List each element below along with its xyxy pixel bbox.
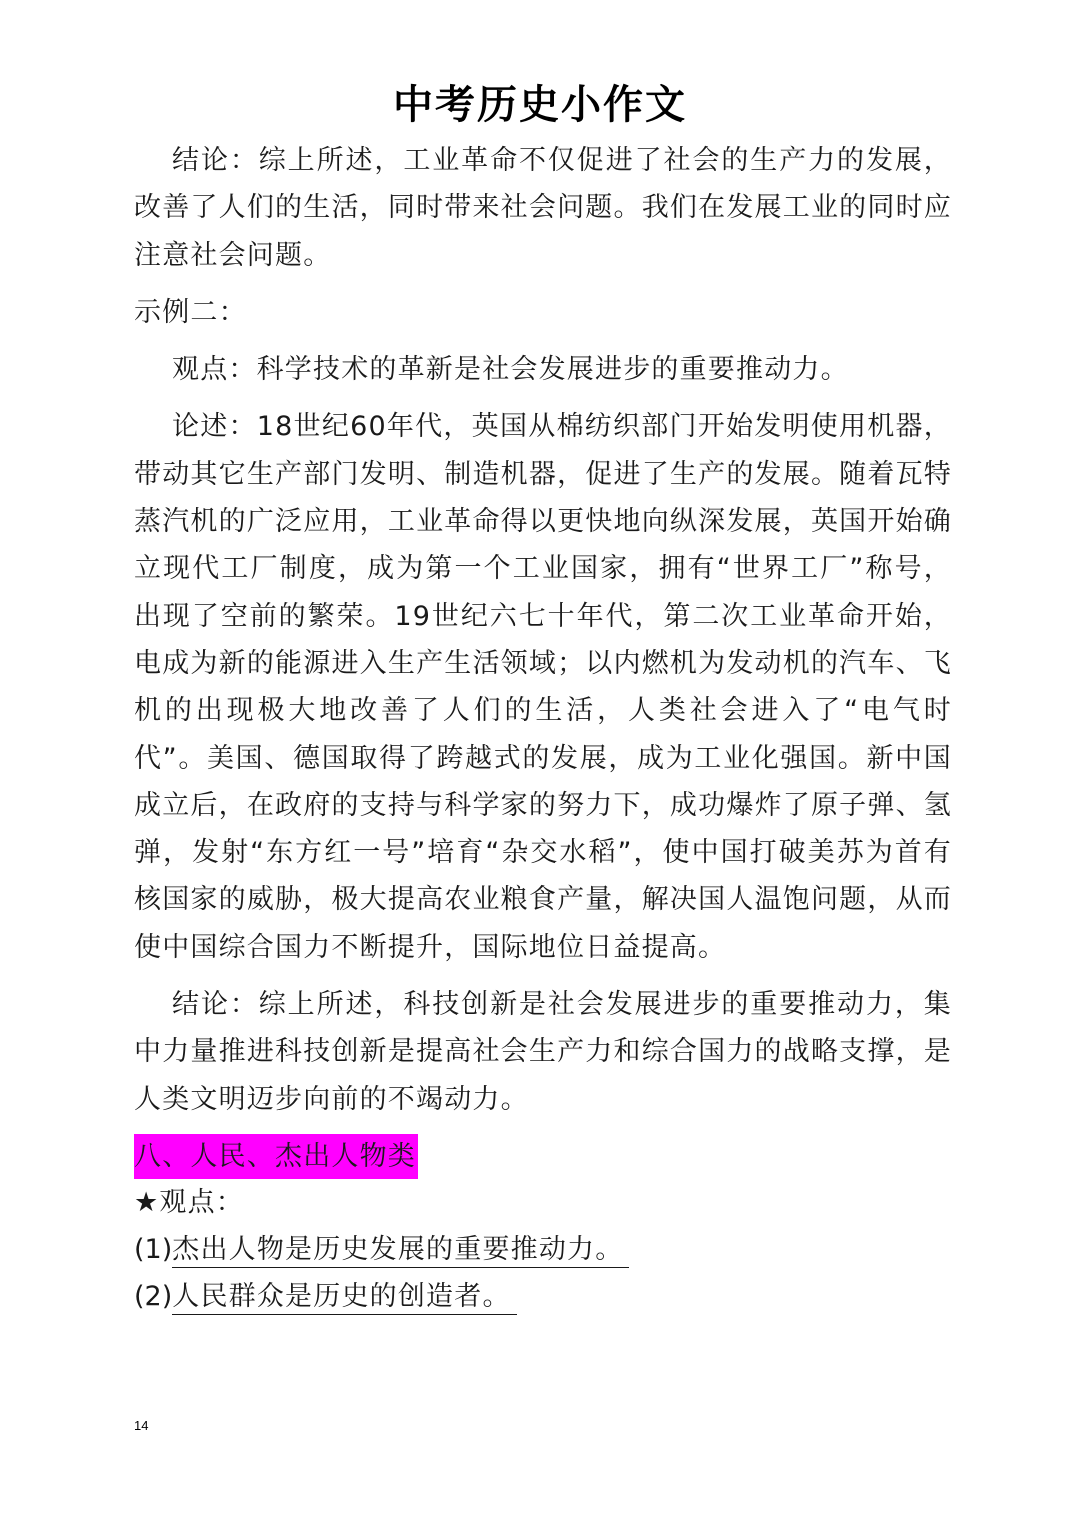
argument-paragraph: 论述：18世纪60年代，英国从棉纺织部门开始发明使用机器，带动其它生产部门发明、制造机器，促进了生产的发展。随着瓦特蒸汽机的广泛应用，工业革命得以更快地向纵深发展，英国开始确立现代工厂制度，成为第一个工业国家，拥有“世界工厂”称号，出现了空前的繁荣。19世纪六七十年代，第二次工业革命开始，电成为新的能源进入生产生活领域；以内燃机为发动机的汽车、飞机的出现极大地改善了人们的生活，人类社会进入了“电气时代”。美国、德国取得了跨越式的发展，成为工业化强国。新中国成立后，在政府的支持与科学家的努力下，成功爆炸了原子弹、氢弹，发射“东方红一号”培育“杂交水稻”，使中国打破美苏为首有核国家的威胁，极大提高农业粮食产量，解决国人温饱问题，从而使中国综合国力不断提升，国际地位日益提高。 bbox=[134, 411, 952, 963]
page-title: 中考历史小作文 bbox=[393, 81, 687, 128]
conclusion-paragraph-1: 结论：综上所述，工业革命不仅促进了社会的生产力的发展，改善了人们的生活，同时带来社会问题。我们在发展工业的同时应注意社会问题。 bbox=[134, 145, 952, 271]
point-text: 杰出人物是历史发展的重要推动力。 bbox=[172, 1233, 629, 1268]
page-number: 14 bbox=[134, 1418, 149, 1433]
point-item-2 bbox=[134, 1273, 952, 1320]
point-item-1 bbox=[134, 1226, 952, 1273]
points-label: ★观点： bbox=[134, 1186, 245, 1218]
point-number: (1) bbox=[134, 1233, 173, 1265]
content-body bbox=[134, 137, 952, 1320]
example-label: 示例二： bbox=[134, 296, 247, 328]
viewpoint-paragraph: 观点：科学技术的革新是社会发展进步的重要推动力。 bbox=[172, 354, 849, 386]
point-number: (2) bbox=[134, 1280, 173, 1312]
conclusion-paragraph-2: 结论：综上所述，科技创新是社会发展进步的重要推动力，集中力量推进科技创新是提高社会生产力和综合国力的战略支撑，是人类文明迈步向前的不竭动力。 bbox=[134, 989, 952, 1115]
section-heading: 八、人民、杰出人物类 bbox=[134, 1134, 418, 1179]
section-heading-wrap bbox=[134, 1134, 952, 1179]
point-text: 人民群众是历史的创造者。 bbox=[172, 1280, 516, 1315]
